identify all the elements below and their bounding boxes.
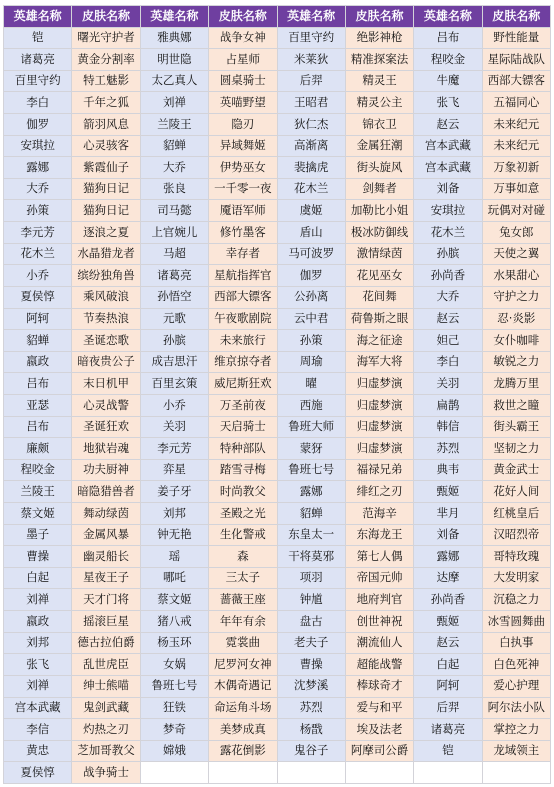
hero-name-cell: 盾山 <box>278 222 345 243</box>
skin-name-cell: 红桃皇后 <box>483 503 550 524</box>
hero-name-cell: 阿轲 <box>414 676 481 697</box>
skin-name-cell: 缤纷独角兽 <box>72 265 139 286</box>
hero-name-cell: 伽罗 <box>4 114 71 135</box>
skin-name-cell: 魇语军师 <box>209 200 276 221</box>
hero-name-cell: 雅典娜 <box>141 28 208 49</box>
skin-table <box>3 5 551 784</box>
hero-name-cell: 孙膑 <box>141 330 208 351</box>
hero-name-cell: 诸葛亮 <box>414 719 481 740</box>
hero-name-cell <box>414 762 481 783</box>
hero-name-cell: 关羽 <box>141 417 208 438</box>
hero-name-cell: 杨戬 <box>278 719 345 740</box>
hero-name-cell: 宫本武藏 <box>414 136 481 157</box>
skin-name-cell: 午夜歌剧院 <box>209 309 276 330</box>
skin-name-cell: 蔷薇王座 <box>209 589 276 610</box>
skin-name-cell: 绯红之刃 <box>346 481 413 502</box>
skin-name-cell: 芝加哥教父 <box>72 741 139 762</box>
skin-name-cell: 金属风暴 <box>72 525 139 546</box>
hero-name-cell: 赵云 <box>414 114 481 135</box>
skin-name-cell: 露花倒影 <box>209 741 276 762</box>
hero-name-cell: 蔡文姬 <box>141 589 208 610</box>
skin-name-cell: 年年有余 <box>209 611 276 632</box>
hero-name-cell: 夏侯惇 <box>4 762 71 783</box>
skin-name-cell: 生化警戒 <box>209 525 276 546</box>
hero-name-cell: 曹操 <box>4 546 71 567</box>
skin-name-cell: 功夫厨神 <box>72 460 139 481</box>
hero-name-cell: 刘备 <box>414 525 481 546</box>
skin-name-cell: 东海龙王 <box>346 525 413 546</box>
skin-name-cell: 海军大将 <box>346 352 413 373</box>
skin-name-cell: 哥特玫瑰 <box>483 546 550 567</box>
hero-name-cell: 黄忠 <box>4 741 71 762</box>
hero-name-cell: 曹操 <box>278 654 345 675</box>
skin-name-cell: 龙域领主 <box>483 741 550 762</box>
hero-name-cell: 安琪拉 <box>4 136 71 157</box>
skin-name-cell: 五福同心 <box>483 92 550 113</box>
skin-name-cell: 精灵王 <box>346 71 413 92</box>
skin-name-cell: 爱与和平 <box>346 698 413 719</box>
skin-name-cell: 天使之翼 <box>483 244 550 265</box>
skin-name-cell: 花见巫女 <box>346 265 413 286</box>
skin-name-cell: 幸存者 <box>209 244 276 265</box>
hero-name-cell: 廉颇 <box>4 438 71 459</box>
hero-name-cell: 哪吒 <box>141 568 208 589</box>
skin-name-cell: 龙腾万里 <box>483 373 550 394</box>
skin-name-cell: 女仆咖啡 <box>483 330 550 351</box>
skin-name-cell: 大发明家 <box>483 568 550 589</box>
skin-name-cell: 曙光守护者 <box>72 28 139 49</box>
skin-name-cell: 兔女郎 <box>483 222 550 243</box>
hero-name-cell: 李元芳 <box>4 222 71 243</box>
skin-name-cell: 西部大镖客 <box>209 287 276 308</box>
skin-name-cell: 一千零一夜 <box>209 179 276 200</box>
skin-name-cell: 未来旅行 <box>209 330 276 351</box>
hero-name-cell: 貂蝉 <box>4 330 71 351</box>
hero-name-cell: 芈月 <box>414 503 481 524</box>
skin-name-cell: 圣诞恋歌 <box>72 330 139 351</box>
hero-name-cell: 上官婉儿 <box>141 222 208 243</box>
skin-name-cell: 海之征途 <box>346 330 413 351</box>
skin-name-cell: 街头旋风 <box>346 157 413 178</box>
hero-name-cell: 李白 <box>414 352 481 373</box>
skin-name-cell <box>346 762 413 783</box>
hero-name-cell: 阿轲 <box>4 309 71 330</box>
hero-name-cell: 张飞 <box>414 92 481 113</box>
hero-name-cell: 白起 <box>4 568 71 589</box>
hero-name-cell: 张良 <box>141 179 208 200</box>
skin-name-cell: 星际陆战队 <box>483 49 550 70</box>
hero-name-cell: 赵云 <box>414 309 481 330</box>
skin-name-cell: 玩偶对对碰 <box>483 200 550 221</box>
hero-name-cell: 公孙离 <box>278 287 345 308</box>
hero-name-cell: 明世隐 <box>141 49 208 70</box>
hero-name-cell: 成吉思汗 <box>141 352 208 373</box>
header-skin-name: 皮肤名称 <box>72 6 139 27</box>
hero-name-cell: 程咬金 <box>4 460 71 481</box>
hero-name-cell: 嬴政 <box>4 352 71 373</box>
hero-name-cell: 露娜 <box>278 481 345 502</box>
hero-name-cell: 周瑜 <box>278 352 345 373</box>
hero-name-cell: 张飞 <box>4 654 71 675</box>
hero-name-cell: 米莱狄 <box>278 49 345 70</box>
hero-name-cell: 兰陵王 <box>4 481 71 502</box>
skin-name-cell: 灼热之刃 <box>72 719 139 740</box>
hero-name-cell: 后羿 <box>278 71 345 92</box>
hero-name-cell: 大乔 <box>141 157 208 178</box>
skin-name-cell: 战争骑士 <box>72 762 139 783</box>
skin-name-cell: 花间舞 <box>346 287 413 308</box>
skin-name-cell: 精灵公主 <box>346 92 413 113</box>
hero-name-cell: 孙悟空 <box>141 287 208 308</box>
skin-name-cell: 千年之狐 <box>72 92 139 113</box>
skin-name-cell: 忍·炎影 <box>483 309 550 330</box>
skin-name-cell: 乱世虎臣 <box>72 654 139 675</box>
hero-name-cell: 李元芳 <box>141 438 208 459</box>
skin-name-cell: 舞动绿茵 <box>72 503 139 524</box>
skin-name-cell: 黄金分割率 <box>72 49 139 70</box>
skin-name-cell: 紫霞仙子 <box>72 157 139 178</box>
hero-name-cell <box>141 762 208 783</box>
hero-name-cell: 花木兰 <box>278 179 345 200</box>
skin-name-cell: 威尼斯狂欢 <box>209 373 276 394</box>
hero-name-cell: 百里守约 <box>4 71 71 92</box>
hero-name-cell: 牛魔 <box>414 71 481 92</box>
skin-name-cell: 末日机甲 <box>72 373 139 394</box>
hero-name-cell: 安琪拉 <box>414 200 481 221</box>
hero-name-cell: 铠 <box>414 741 481 762</box>
skin-name-cell: 摇滚巨星 <box>72 611 139 632</box>
hero-name-cell: 小乔 <box>4 265 71 286</box>
hero-name-cell: 李白 <box>4 92 71 113</box>
hero-name-cell: 吕布 <box>4 373 71 394</box>
skin-name-cell: 帝国元帅 <box>346 568 413 589</box>
header-hero-name: 英雄名称 <box>278 6 345 27</box>
skin-name-cell: 冰雪圆舞曲 <box>483 611 550 632</box>
hero-name-cell: 白起 <box>414 654 481 675</box>
skin-name-cell: 沉稳之力 <box>483 589 550 610</box>
skin-name-cell: 棒球奇才 <box>346 676 413 697</box>
hero-name-cell: 太乙真人 <box>141 71 208 92</box>
hero-name-cell: 狂铁 <box>141 698 208 719</box>
skin-name-cell: 埃及法老 <box>346 719 413 740</box>
hero-name-cell: 貂蝉 <box>278 503 345 524</box>
hero-name-cell: 马可波罗 <box>278 244 345 265</box>
hero-name-cell: 刘邦 <box>4 633 71 654</box>
skin-name-cell: 箭羽风息 <box>72 114 139 135</box>
skin-name-cell: 暗夜贵公子 <box>72 352 139 373</box>
hero-name-cell: 鬼谷子 <box>278 741 345 762</box>
hero-name-cell: 孙策 <box>278 330 345 351</box>
skin-name-cell: 圆桌骑士 <box>209 71 276 92</box>
skin-name-cell: 激情绿茵 <box>346 244 413 265</box>
hero-name-cell: 钟无艳 <box>141 525 208 546</box>
hero-name-cell: 孙尚香 <box>414 265 481 286</box>
skin-name-cell: 时尚教父 <box>209 481 276 502</box>
hero-name-cell: 姜子牙 <box>141 481 208 502</box>
skin-name-cell: 锦衣卫 <box>346 114 413 135</box>
skin-name-cell: 占星师 <box>209 49 276 70</box>
hero-name-cell: 吕布 <box>4 417 71 438</box>
hero-name-cell: 盘古 <box>278 611 345 632</box>
hero-name-cell: 云中君 <box>278 309 345 330</box>
skin-name-cell: 掌控之力 <box>483 719 550 740</box>
hero-name-cell: 蔡文姬 <box>4 503 71 524</box>
hero-name-cell: 鲁班七号 <box>141 676 208 697</box>
hero-name-cell: 宫本武藏 <box>4 698 71 719</box>
skin-name-cell: 鬼剑武藏 <box>72 698 139 719</box>
skin-name-cell: 绝影神枪 <box>346 28 413 49</box>
hero-name-cell: 花木兰 <box>4 244 71 265</box>
skin-name-cell: 创世神祝 <box>346 611 413 632</box>
skin-name-cell: 美梦成真 <box>209 719 276 740</box>
skin-name-cell: 范海辛 <box>346 503 413 524</box>
skin-name-cell: 猫狗日记 <box>72 200 139 221</box>
skin-name-cell: 万事如意 <box>483 179 550 200</box>
hero-name-cell: 干将莫邪 <box>278 546 345 567</box>
skin-name-cell: 超能战警 <box>346 654 413 675</box>
skin-name-cell: 特工魅影 <box>72 71 139 92</box>
skin-name-cell: 救世之瞳 <box>483 395 550 416</box>
hero-name-cell: 弈星 <box>141 460 208 481</box>
skin-name-cell: 暗隐猎兽者 <box>72 481 139 502</box>
skin-name-cell: 阿尔法小队 <box>483 698 550 719</box>
skin-name-cell: 水晶猎龙者 <box>72 244 139 265</box>
hero-name-cell: 马超 <box>141 244 208 265</box>
skin-name-cell: 异域舞姬 <box>209 136 276 157</box>
skin-name-cell: 命运角斗场 <box>209 698 276 719</box>
hero-name-cell: 铠 <box>4 28 71 49</box>
hero-name-cell: 刘禅 <box>4 676 71 697</box>
skin-name-cell: 极冰防御线 <box>346 222 413 243</box>
skin-name-cell: 荷鲁斯之眼 <box>346 309 413 330</box>
hero-name-cell: 鲁班大师 <box>278 417 345 438</box>
hero-name-cell: 刘邦 <box>141 503 208 524</box>
skin-name-cell: 爱心护理 <box>483 676 550 697</box>
hero-name-cell: 甄姬 <box>414 481 481 502</box>
skin-name-cell: 精准探案法 <box>346 49 413 70</box>
hero-name-cell: 孙尚香 <box>414 589 481 610</box>
skin-name-cell: 阿摩司公爵 <box>346 741 413 762</box>
header-skin-name: 皮肤名称 <box>483 6 550 27</box>
hero-name-cell: 吕布 <box>414 28 481 49</box>
skin-name-cell: 隐刃 <box>209 114 276 135</box>
skin-name-cell: 福禄兄弟 <box>346 460 413 481</box>
skin-name-cell: 绅士熊喵 <box>72 676 139 697</box>
skin-name-cell: 乘风破浪 <box>72 287 139 308</box>
skin-name-cell: 特种部队 <box>209 438 276 459</box>
skin-name-cell: 未来纪元 <box>483 114 550 135</box>
hero-name-cell: 露娜 <box>4 157 71 178</box>
skin-name-cell: 归虚梦演 <box>346 373 413 394</box>
skin-name-cell: 修竹墨客 <box>209 222 276 243</box>
hero-name-cell: 杨玉环 <box>141 633 208 654</box>
hero-name-cell: 伽罗 <box>278 265 345 286</box>
skin-name-cell: 圣诞狂欢 <box>72 417 139 438</box>
skin-name-cell: 汉昭烈帝 <box>483 525 550 546</box>
skin-name-cell: 西部大镖客 <box>483 71 550 92</box>
hero-name-cell: 裴擒虎 <box>278 157 345 178</box>
hero-name-cell: 大乔 <box>4 179 71 200</box>
hero-name-cell: 苏烈 <box>278 698 345 719</box>
hero-name-cell: 狄仁杰 <box>278 114 345 135</box>
skin-name-cell: 剑舞者 <box>346 179 413 200</box>
hero-name-cell: 百里守约 <box>278 28 345 49</box>
skin-name-cell: 天启骑士 <box>209 417 276 438</box>
hero-name-cell: 夏侯惇 <box>4 287 71 308</box>
header-skin-name: 皮肤名称 <box>209 6 276 27</box>
skin-name-cell: 木偶奇遇记 <box>209 676 276 697</box>
hero-name-cell: 后羿 <box>414 698 481 719</box>
hero-name-cell: 瑶 <box>141 546 208 567</box>
skin-name-cell: 潮流仙人 <box>346 633 413 654</box>
skin-name-cell: 地狱岩魂 <box>72 438 139 459</box>
hero-name-cell: 钟馗 <box>278 589 345 610</box>
hero-name-cell: 亚瑟 <box>4 395 71 416</box>
hero-name-cell: 典韦 <box>414 460 481 481</box>
hero-name-cell: 诸葛亮 <box>141 265 208 286</box>
header-skin-name: 皮肤名称 <box>346 6 413 27</box>
hero-name-cell: 蒙犽 <box>278 438 345 459</box>
skin-name-cell: 未来纪元 <box>483 136 550 157</box>
hero-name-cell: 甄姬 <box>414 611 481 632</box>
hero-name-cell: 赵云 <box>414 633 481 654</box>
skin-name-cell: 德古拉伯爵 <box>72 633 139 654</box>
skin-name-cell: 白色死神 <box>483 654 550 675</box>
hero-name-cell: 诸葛亮 <box>4 49 71 70</box>
hero-name-cell: 李信 <box>4 719 71 740</box>
hero-name-cell: 兰陵王 <box>141 114 208 135</box>
skin-name-cell: 坚韧之力 <box>483 438 550 459</box>
skin-name-cell: 星航指挥官 <box>209 265 276 286</box>
skin-name-cell: 逐浪之夏 <box>72 222 139 243</box>
skin-name-cell: 英喵野望 <box>209 92 276 113</box>
hero-name-cell: 墨子 <box>4 525 71 546</box>
hero-name-cell: 孙膑 <box>414 244 481 265</box>
skin-name-cell <box>209 762 276 783</box>
hero-name-cell: 达摩 <box>414 568 481 589</box>
skin-name-cell: 猫狗日记 <box>72 179 139 200</box>
hero-name-cell: 刘禅 <box>4 589 71 610</box>
skin-name-cell: 伊势巫女 <box>209 157 276 178</box>
skin-name-cell: 归虚梦演 <box>346 438 413 459</box>
skin-name-cell: 尼罗河女神 <box>209 654 276 675</box>
hero-name-cell: 刘禅 <box>141 92 208 113</box>
skin-name-cell: 心灵战警 <box>72 395 139 416</box>
hero-name-cell: 东皇太一 <box>278 525 345 546</box>
hero-name-cell: 刘备 <box>414 179 481 200</box>
hero-name-cell: 沈梦溪 <box>278 676 345 697</box>
skin-name-cell: 守护之力 <box>483 287 550 308</box>
skin-name-cell: 战争女神 <box>209 28 276 49</box>
skin-name-cell: 万象初新 <box>483 157 550 178</box>
skin-name-cell: 敏锐之力 <box>483 352 550 373</box>
hero-name-cell: 猪八戒 <box>141 611 208 632</box>
skin-name-cell: 归虚梦演 <box>346 417 413 438</box>
skin-name-cell: 花好人间 <box>483 481 550 502</box>
hero-name-cell: 曜 <box>278 373 345 394</box>
hero-name-cell: 司马懿 <box>141 200 208 221</box>
skin-name-cell: 霓裳曲 <box>209 633 276 654</box>
skin-name-cell: 幽灵船长 <box>72 546 139 567</box>
hero-name-cell: 老夫子 <box>278 633 345 654</box>
skin-name-cell: 地府判官 <box>346 589 413 610</box>
skin-name-cell: 野性能量 <box>483 28 550 49</box>
skin-name-cell: 金属狂潮 <box>346 136 413 157</box>
skin-name-cell: 圣殿之光 <box>209 503 276 524</box>
hero-name-cell: 鲁班七号 <box>278 460 345 481</box>
hero-name-cell: 高渐离 <box>278 136 345 157</box>
hero-name-cell: 程咬金 <box>414 49 481 70</box>
hero-name-cell: 关羽 <box>414 373 481 394</box>
header-hero-name: 英雄名称 <box>4 6 71 27</box>
skin-name-cell: 白执事 <box>483 633 550 654</box>
hero-name-cell <box>278 762 345 783</box>
skin-name-cell: 第七人偶 <box>346 546 413 567</box>
skin-name-cell: 心灵骇客 <box>72 136 139 157</box>
hero-name-cell: 西施 <box>278 395 345 416</box>
skin-name-cell: 维京掠夺者 <box>209 352 276 373</box>
skin-name-cell: 节奏热浪 <box>72 309 139 330</box>
skin-name-cell <box>483 762 550 783</box>
hero-name-cell: 女娲 <box>141 654 208 675</box>
hero-name-cell: 韩信 <box>414 417 481 438</box>
hero-name-cell: 露娜 <box>414 546 481 567</box>
hero-name-cell: 元歌 <box>141 309 208 330</box>
hero-name-cell: 孙策 <box>4 200 71 221</box>
hero-name-cell: 百里玄策 <box>141 373 208 394</box>
skin-name-cell: 天才门将 <box>72 589 139 610</box>
skin-name-cell: 街头霸王 <box>483 417 550 438</box>
hero-name-cell: 王昭君 <box>278 92 345 113</box>
skin-name-cell: 黄金武士 <box>483 460 550 481</box>
hero-name-cell: 花木兰 <box>414 222 481 243</box>
hero-name-cell: 貂蝉 <box>141 136 208 157</box>
hero-name-cell: 梦奇 <box>141 719 208 740</box>
header-hero-name: 英雄名称 <box>414 6 481 27</box>
skin-name-cell: 踏雪寻梅 <box>209 460 276 481</box>
hero-name-cell: 扁鹊 <box>414 395 481 416</box>
hero-name-cell: 宫本武藏 <box>414 157 481 178</box>
header-hero-name: 英雄名称 <box>141 6 208 27</box>
skin-name-cell: 森 <box>209 546 276 567</box>
skin-name-cell: 水果甜心 <box>483 265 550 286</box>
skin-name-cell: 加勒比小姐 <box>346 200 413 221</box>
skin-name-cell: 归虚梦演 <box>346 395 413 416</box>
hero-name-cell: 嬴政 <box>4 611 71 632</box>
hero-name-cell: 嫦娥 <box>141 741 208 762</box>
hero-name-cell: 虞姬 <box>278 200 345 221</box>
hero-name-cell: 妲己 <box>414 330 481 351</box>
skin-name-cell: 三太子 <box>209 568 276 589</box>
hero-name-cell: 苏烈 <box>414 438 481 459</box>
hero-name-cell: 小乔 <box>141 395 208 416</box>
skin-name-cell: 万圣前夜 <box>209 395 276 416</box>
hero-name-cell: 项羽 <box>278 568 345 589</box>
skin-name-cell: 星夜王子 <box>72 568 139 589</box>
hero-name-cell: 大乔 <box>414 287 481 308</box>
